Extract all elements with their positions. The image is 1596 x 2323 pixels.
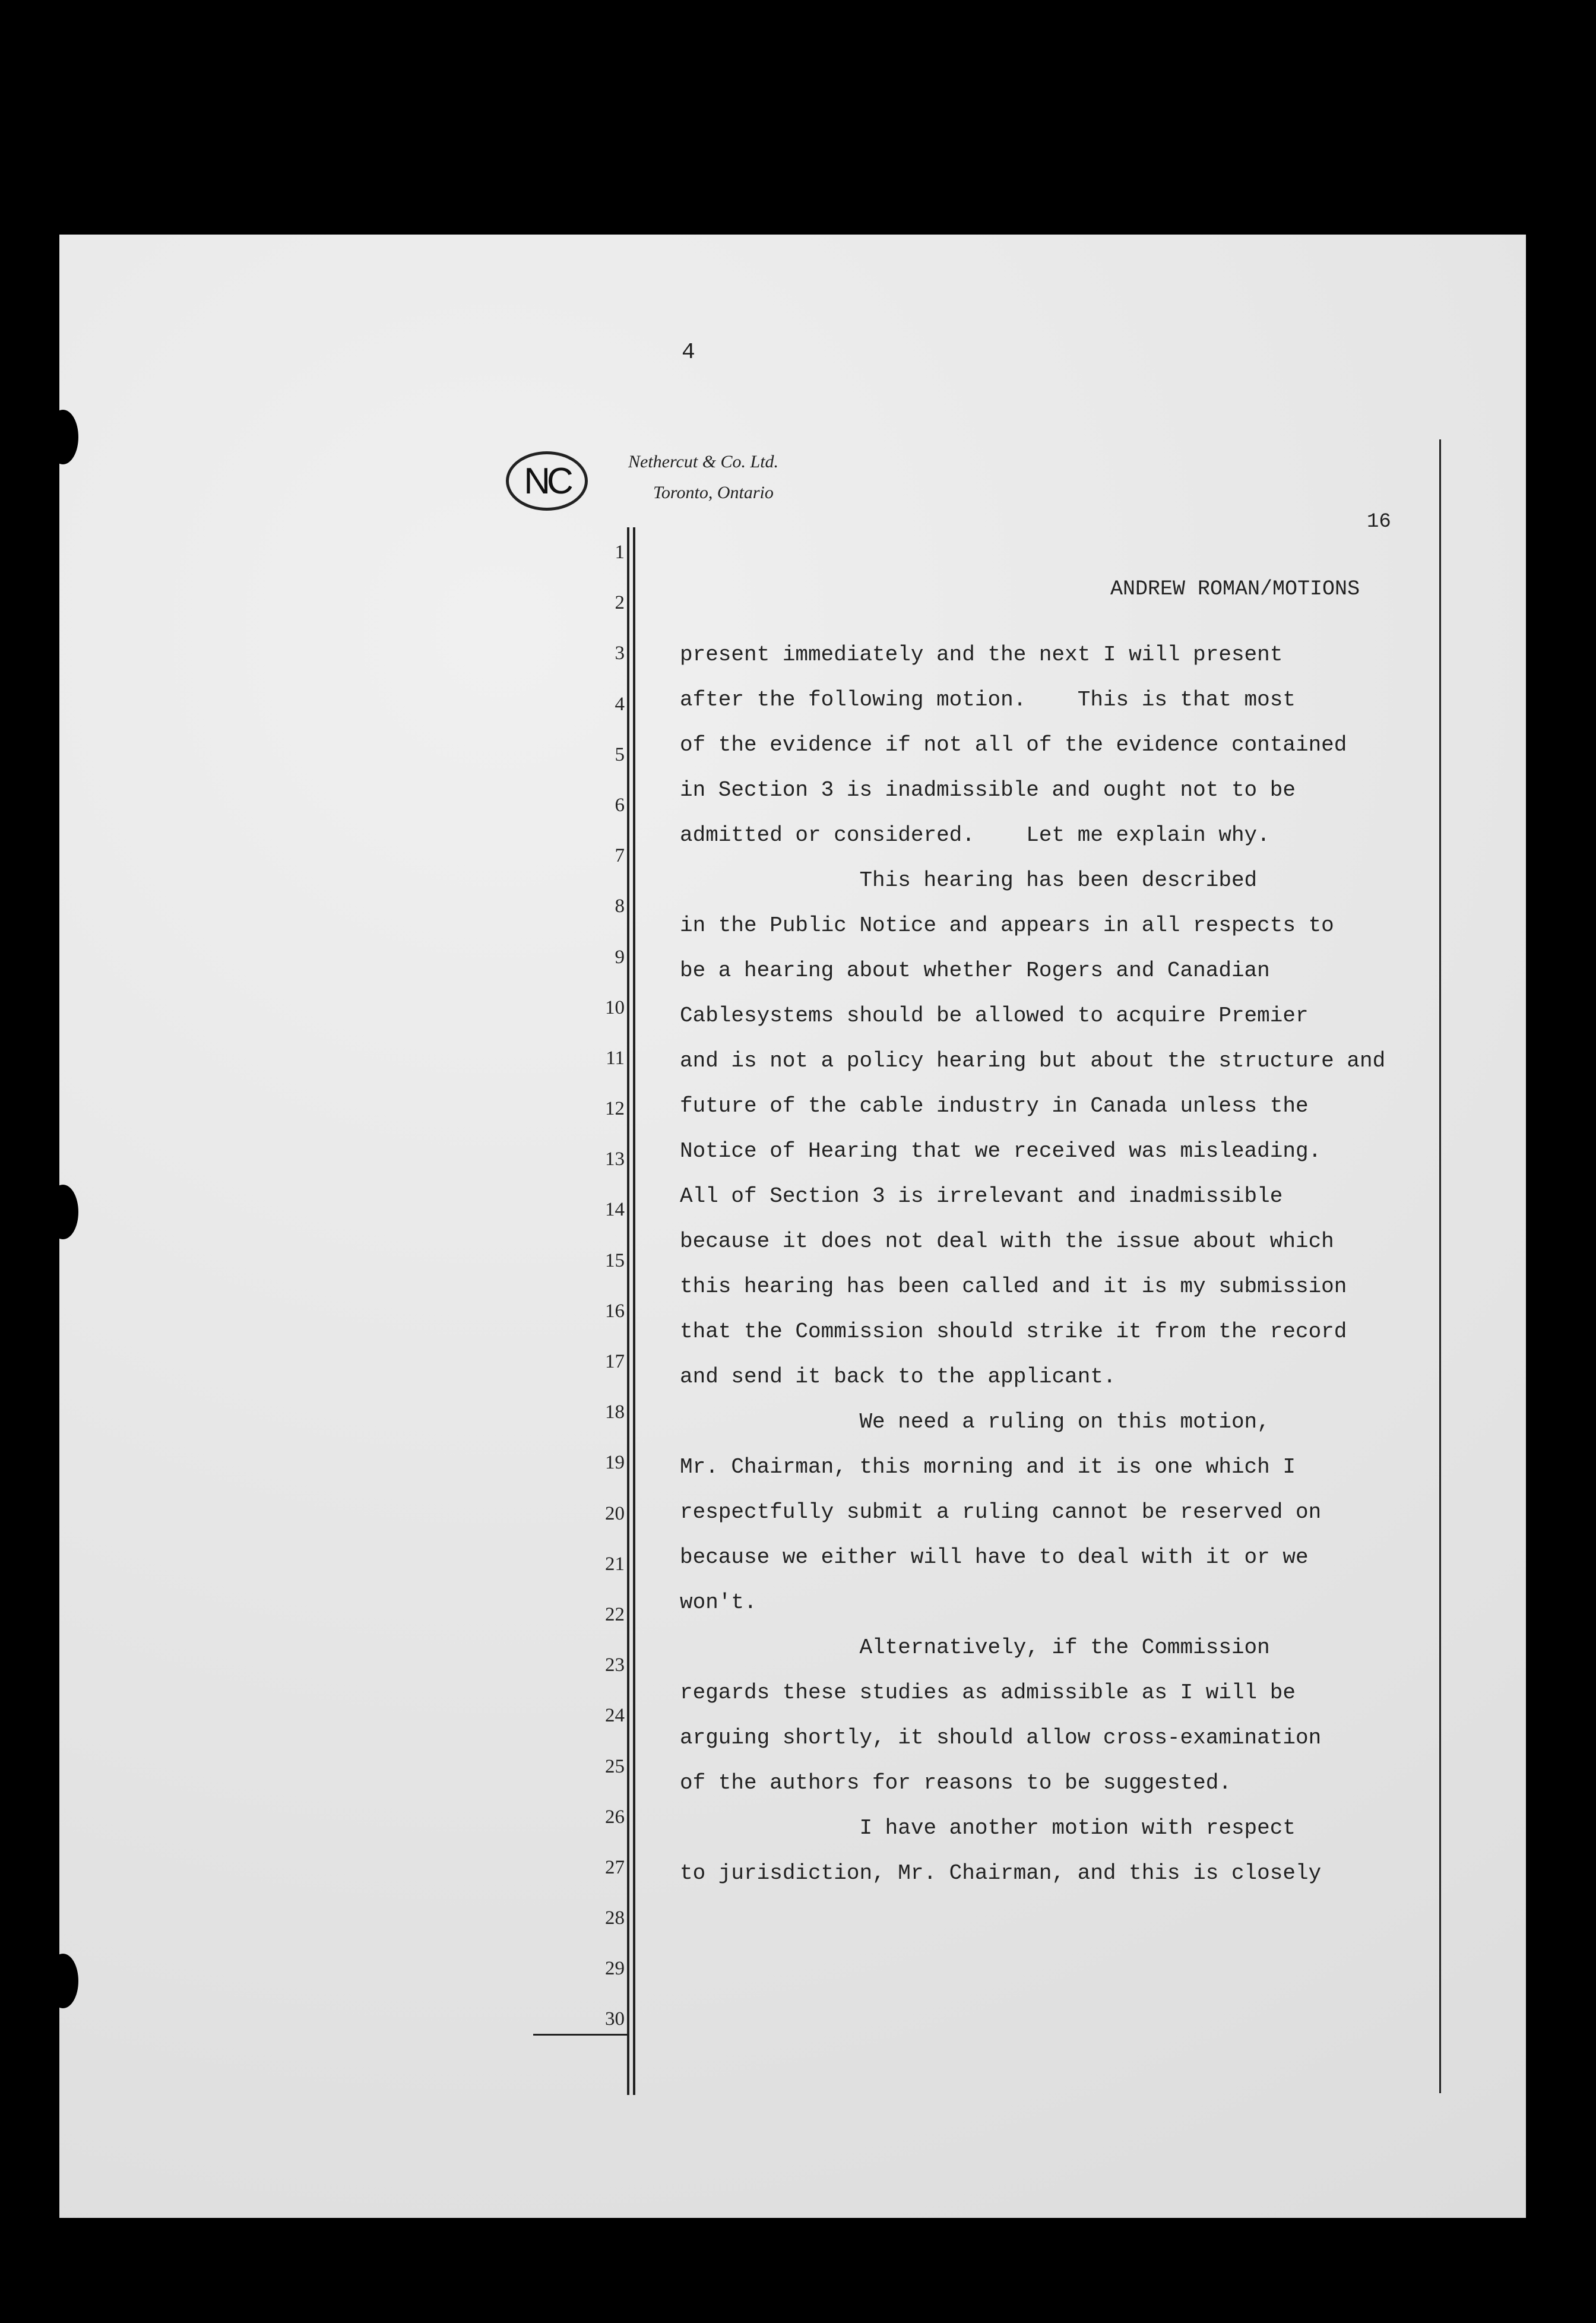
transcript-body [680,632,1385,1896]
line-number: 28 [605,1907,625,1929]
punch-hole [48,410,78,464]
line-number: 2 [615,592,625,614]
transcript-line: that the Commission should strike it from the record [680,1319,1347,1344]
firm-info [628,447,778,508]
top-number: 4 [682,340,695,365]
line-number: 12 [605,1098,625,1120]
line-number: 11 [606,1047,625,1069]
transcript-line: after the following motion. This is that most [680,688,1296,712]
page-number: 16 [1367,511,1391,533]
transcript-line: and send it back to the applicant. [680,1365,1116,1389]
line-number: 15 [605,1249,625,1271]
transcript-line: I have another motion with respect [680,1816,1296,1840]
line-number: 10 [605,996,625,1018]
transcript-line: We need a ruling on this motion, [680,1410,1270,1434]
line-number: 27 [605,1856,625,1878]
transcript-line: of the authors for reasons to be suggested. [680,1771,1231,1795]
right-margin-rule [1439,439,1441,2093]
line-number: 7 [615,845,625,867]
line-number: 1 [615,542,625,563]
transcript-line: in the Public Notice and appears in all respects to [680,913,1334,938]
line-number: 25 [605,1755,625,1777]
line-number: 17 [605,1351,625,1372]
transcript-line: respectfully submit a ruling cannot be reserved on [680,1500,1322,1524]
transcript-line: because we either will have to deal with it or we [680,1545,1309,1569]
line-number: 21 [605,1553,625,1575]
line-number: 18 [605,1401,625,1423]
margin-rule-left [627,527,629,2095]
line-number: 24 [605,1705,625,1727]
firm-city: Toronto, Ontario [653,483,774,502]
transcript-line: This hearing has been described [680,868,1258,893]
line-number: 29 [605,1958,625,1980]
transcript-line: future of the cable industry in Canada unless the [680,1094,1309,1118]
line-number: 22 [605,1603,625,1625]
transcript-line: Notice of Hearing that we received was misleading. [680,1139,1322,1163]
firm-name: Nethercut & Co. Ltd. [628,452,779,471]
line-number: 23 [605,1654,625,1676]
transcript-line: to jurisdiction, Mr. Chairman, and this is closely [680,1861,1322,1885]
transcript-line: present immediately and the next I will present [680,643,1283,667]
line-number: 14 [605,1199,625,1221]
transcript-line: in Section 3 is inadmissible and ought not to be [680,778,1296,802]
line-number: 20 [605,1502,625,1524]
transcript-line: admitted or considered. Let me explain why. [680,823,1270,847]
line-number: 19 [605,1452,625,1474]
line-numbers [582,527,625,2045]
transcript-line: won't. [680,1590,757,1615]
transcript-line: regards these studies as admissible as I will be [680,1680,1296,1705]
firm-logo: NC [506,451,588,511]
line-number: 16 [605,1300,625,1322]
margin-rule-right [633,527,635,2095]
line-number: 4 [615,693,625,715]
line-number: 9 [615,946,625,968]
transcript-line: All of Section 3 is irrelevant and inadmissible [680,1184,1283,1208]
line-number: 13 [605,1148,625,1170]
line-number: 6 [615,794,625,816]
line-number: 5 [615,743,625,765]
line-number: 3 [615,643,625,664]
section-header: ANDREW ROMAN/MOTIONS [1110,577,1360,601]
transcript-line: of the evidence if not all of the evidence contained [680,733,1347,757]
transcript-line: arguing shortly, it should allow cross-examination [680,1726,1322,1750]
punch-hole [48,1954,78,2008]
line-number: 8 [615,895,625,917]
transcript-line: Mr. Chairman, this morning and it is one which I [680,1455,1296,1479]
transcript-line: Alternatively, if the Commission [680,1635,1270,1660]
punch-hole [48,1185,78,1239]
transcript-line: and is not a policy hearing but about the structure and [680,1049,1386,1073]
transcript-line: Cablesystems should be allowed to acquire Premier [680,1004,1309,1028]
transcript-line: this hearing has been called and it is my submission [680,1274,1347,1299]
transcript-line: because it does not deal with the issue about which [680,1229,1334,1254]
line-number: 26 [605,1806,625,1828]
transcript-line: be a hearing about whether Rogers and Canadian [680,958,1270,983]
line-number: 30 [605,2008,625,2030]
